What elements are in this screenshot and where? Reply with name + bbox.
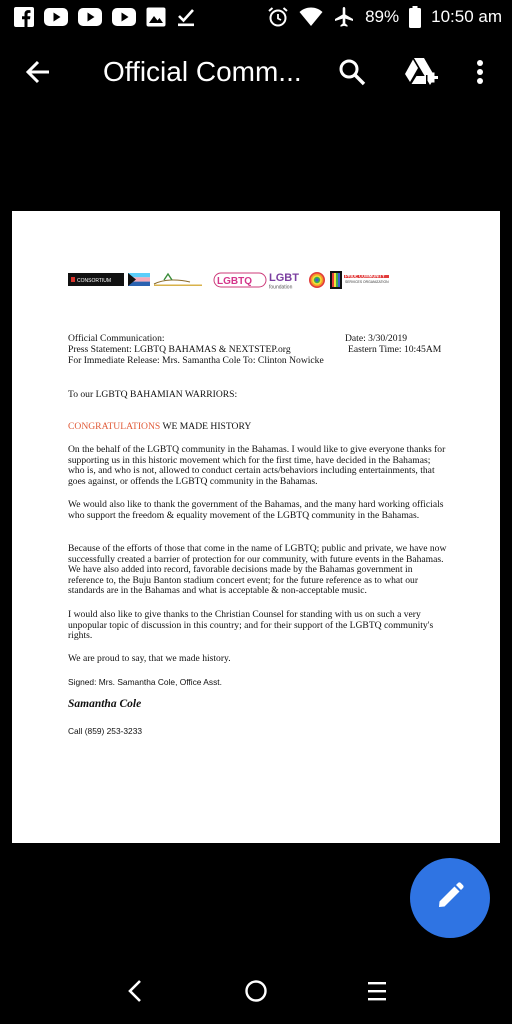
nav-back-button[interactable] (117, 978, 153, 1008)
consortium-logo (68, 273, 124, 286)
edit-fab-button[interactable] (410, 858, 490, 938)
congratulations-highlight: CONGRATULATIONS (68, 421, 161, 432)
add-to-drive-icon (404, 57, 438, 92)
download-check-icon (176, 7, 196, 27)
pride-flag-logo (128, 273, 150, 286)
nav-home-button[interactable] (238, 978, 274, 1008)
status-bar (0, 0, 512, 34)
congratulations-line (68, 422, 251, 433)
lgbt-foundation-logo-text: LGBT (269, 272, 299, 284)
island-logo (154, 274, 202, 286)
battery-icon (409, 6, 421, 28)
nav-recents-button[interactable] (359, 978, 395, 1008)
nav-back-icon (127, 979, 143, 1008)
youtube-icon (44, 8, 68, 26)
congratulations-rest: WE MADE HISTORY (160, 421, 252, 432)
add-to-drive-button[interactable] (403, 57, 439, 91)
search-button[interactable] (336, 58, 368, 90)
nav-home-icon (244, 979, 268, 1008)
photo-icon (146, 7, 166, 27)
header-date: Date: 3/30/2019 (345, 333, 408, 344)
document-title: Official Comm... (103, 56, 302, 87)
lgbtq-rainbow-logo (214, 273, 266, 287)
lgbt-foundation-logo (269, 272, 325, 291)
pride-community-logo-subtext: SERVICES ORGANIZATION (345, 280, 389, 284)
navigation-bar (0, 962, 512, 1024)
edit-pencil-icon (435, 881, 465, 916)
back-arrow-icon (24, 58, 52, 91)
header-line-1: Official Communication: (68, 333, 165, 344)
lgbt-foundation-logo-subtext: foundation (269, 284, 293, 291)
app-bar (0, 42, 512, 106)
clock-time: 10:50 am (431, 7, 502, 26)
phone-line: Call (859) 253-3233 (68, 726, 143, 736)
signed-line: Signed: Mrs. Samantha Cole, Office Asst. (68, 677, 222, 687)
pride-community-logo-text: PRIDE COMMUNITY (345, 273, 385, 279)
youtube-icon (112, 8, 136, 26)
document-page[interactable] (12, 211, 500, 843)
wifi-icon (299, 7, 323, 27)
search-icon (338, 58, 366, 91)
status-right-icons (267, 6, 502, 28)
header-line-3: For Immediate Release: Mrs. Samantha Cole To: Clinton Nowicke (68, 355, 324, 366)
lgbtq-logo-text: LGBTQ (217, 276, 252, 287)
paragraph-1: On the behalf of the LGBTQ community in the Bahamas. I would like to give everyone thanks for supporting us in this historic movement which for the first time, have decided in the Bahamas; who is, and who is not, allowed to conduct certain acts/behaviors including entertainments, that goes against, or offends the LGBTQ community in the Bahamas. (68, 444, 446, 487)
paragraph-5: We are proud to say, that we made history. (68, 653, 231, 664)
facebook-icon (14, 7, 34, 27)
logo-strip (68, 269, 390, 291)
battery-percent: 89% (365, 7, 400, 26)
more-options-button[interactable] (468, 58, 492, 90)
status-left-icons (14, 7, 196, 27)
header-line-2: Press Statement: LGBTQ BAHAMAS & NEXTSTEP.org (68, 344, 291, 355)
consortium-logo-text: CONSORTIUM (77, 278, 112, 285)
paragraph-3: Because of the efforts of those that come in the name of LGBTQ; public and private, we have now successfully created a barrier of protection for our community, with future events in the Bahamas. We have also added into record, favorable decisions made by the Bahamas government in reference to, the Buju Banton stadium concert event; for the future reference as to what our standards are in the Bahamas and what is acceptable & non-acceptable music. (68, 543, 447, 597)
pride-community-logo (330, 271, 389, 289)
nav-recents-icon (367, 980, 387, 1007)
paragraph-2: We would also like to thank the government of the Bahamas, and the many hard working officials who support the freedom & equality movement of the LGBTQ community in the Bahamas. (68, 499, 444, 521)
airplane-icon (333, 6, 355, 28)
paragraph-4: I would also like to give thanks to the Christian Counsel for standing with us on such a very unpopular topic of discussion in this country; and for their support of the LGBTQ community's rights. (68, 609, 434, 642)
handwritten-signature: Samantha Cole (68, 698, 142, 710)
salutation: To our LGBTQ BAHAMIAN WARRIORS: (68, 389, 238, 400)
header-eastern-time: Eastern Time: 10:45AM (348, 344, 442, 355)
back-button[interactable] (22, 58, 54, 90)
alarm-icon (267, 6, 289, 28)
more-vert-icon (476, 59, 484, 90)
youtube-icon (78, 8, 102, 26)
